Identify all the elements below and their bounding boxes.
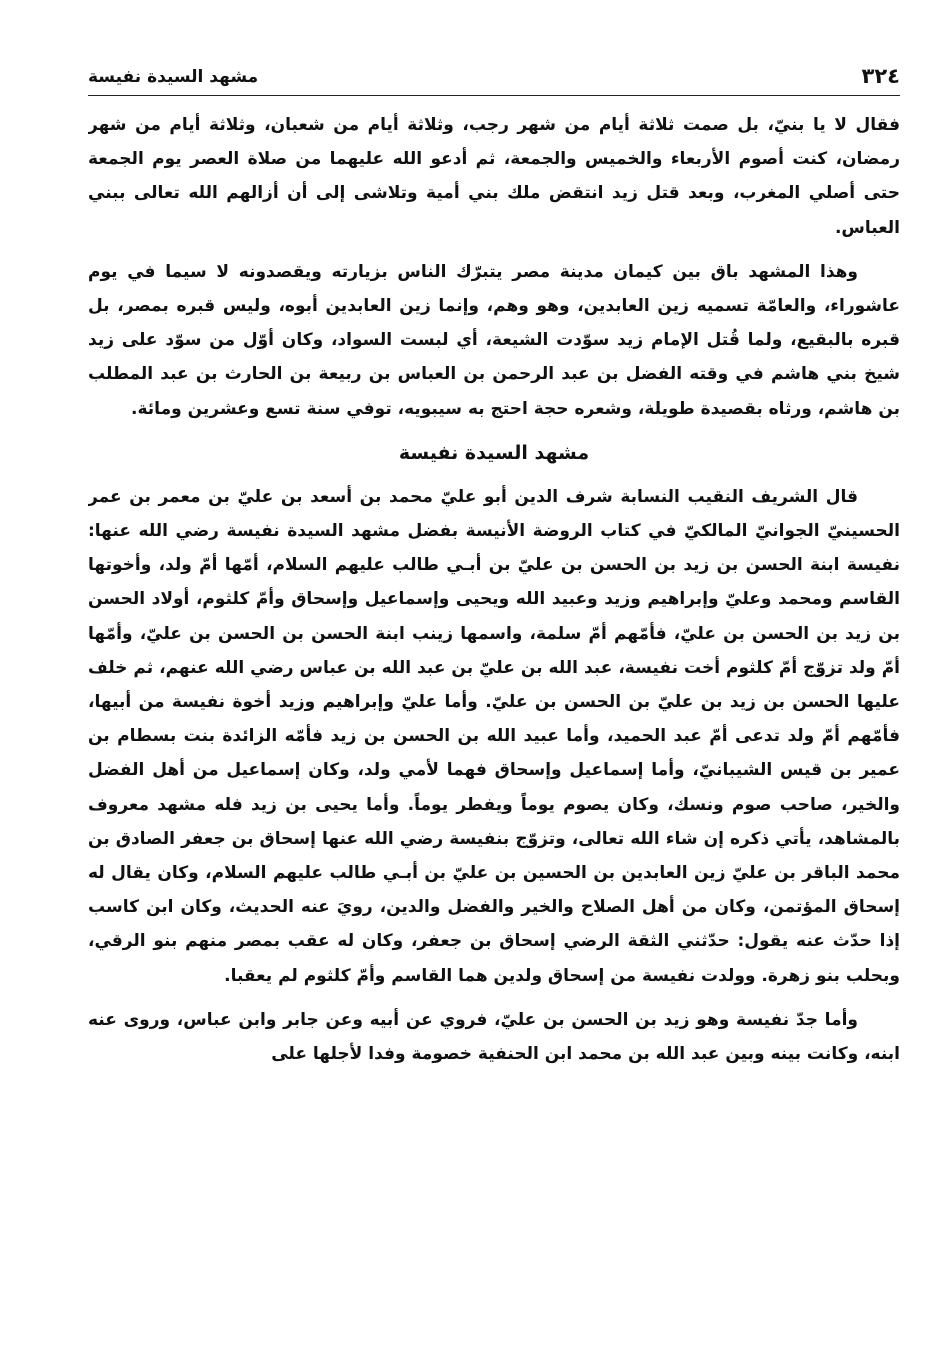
section-heading: مشهد السيدة نفيسة	[398, 441, 590, 464]
running-head	[88, 54, 900, 88]
book-page	[88, 54, 900, 1344]
running-title: مشهد السيدة نفيسة	[88, 67, 259, 87]
section-paragraph-1: قال الشريف النقيب النسابة شرف الدين أبو عليّ محمد بن أسعد بن عليّ بن معمر بن عمر الحسينيّ الجوانيّ المالكيّ في كتاب الروضة الأنيسة بفضل مشهد السيدة نفيسة رضي الله عنها: نفيسة ابنة الحسن بن زيد بن الحسن بن عليّ بن أبـي طالب عليهم السلام، أمّها أمّ ولد، وأخوتها القاسم ومحمد وعليّ وإبراهيم وزيد وعبيد الله ويحيى وإسماعيل وإسحاق وأمّ كلثوم، أولاد الحسن بن زيد بن الحسن بن عليّ، فأمّهم أمّ سلمة، واسمها زينب ابنة الحسن بن الحسن بن عليّ، وأمّها أمّ ولد تزوّج أمّ كلثوم أخت نفيسة، عبد الله بن عليّ بن عبد الله بن عباس رضي الله عنهم، ثم خلف عليها الحسن بن زيد بن عليّ بن الحسن بن عليّ. وأما عليّ وإبراهيم وزيد أخوة نفيسة من أبيها، فأمّهم أمّ ولد تدعى أمّ عبد الحميد، وأما عبيد الله بن الحسن بن زيد فأمّه الزائدة بنت بسطام بن عمير بن قيس الشيبانيّ، وأما إسماعيل وإسحاق فهما لأمي ولد، وكان إسماعيل من أهل الفضل والخير، صاحب صوم ونسك، وكان يصوم يوماً ويفطر يوماً. وأما يحيى بن زيد فله مشهد معروف بالمشاهد، يأتي ذكره إن شاء الله تعالى، وتزوّج بنفيسة رضي الله عنها إسحاق بن جعفر الصادق بن محمد الباقر بن عليّ زين العابدين بن الحسين بن عليّ بن أبـي طالب عليهم السلام، وكان يقال له إسحاق المؤتمن، وكان من أهل الصلاح والخير والفضل والدين، رويَ عنه الحديث، وكان ابن كاسب إذا حدّث عنه يقول: حدّثني الثقة الرضي إسحاق بن جعفر، وكان له عقب بمصر منهم بنو الرقي، وبحلب بنو زهرة. وولدت نفيسة من إسحاق ولدين هما القاسم وأمّ كلثوم لم يعقبا.	[88, 486, 900, 986]
paragraph-2: وهذا المشهد باق بين كيمان مدينة مصر يتبرّك الناس بزيارته ويقصدونه لا سيما في يوم عاشوراء، والعامّة تسميه زين العابدين، وهو وهم، وإنما زين العابدين أبوه، وليس قبره بمصر، بل قبره بالبقيع، ولما قُتل الإمام زيد سوّدت الشيعة، أي لبست السواد، وكان أوّل من سوّد على زيد شيخ بني هاشم في وقته الفضل بن عبد الرحمن بن العباس بن ربيعة بن الحارث بن عبد المطلب بن هاشم، ورثاه بقصيدة طويلة، وشعره حجة احتج به سيبويه، توفي سنة تسع وعشرين ومائة.	[88, 261, 900, 419]
section-paragraph-2: وأما جدّ نفيسة وهو زيد بن الحسن بن عليّ، فروي عن أبيه وعن جابر وابن عباس، وروى عنه ابنه، وكانت بينه وبين عبد الله بن محمد ابن الحنفية خصومة وفدا لأجلها على	[88, 1009, 900, 1065]
paragraph-1: فقال لا يا بنيّ، بل صمت ثلاثة أيام من شهر رجب، وثلاثة أيام من شعبان، وثلاثة أيام من شهر رمضان، كنت أصوم الأربعاء والخميس والجمعة، ثم أدعو الله عليهما من صلاة العصر يوم الجمعة حتى أصلي المغرب، وبعد قتل زيد انتقض ملك بني أمية وتلاشى إلى أن أزالهم الله تعالى ببني العباس.	[88, 115, 900, 238]
header-divider	[88, 95, 900, 96]
page-number: ٣٢٤	[861, 64, 900, 88]
